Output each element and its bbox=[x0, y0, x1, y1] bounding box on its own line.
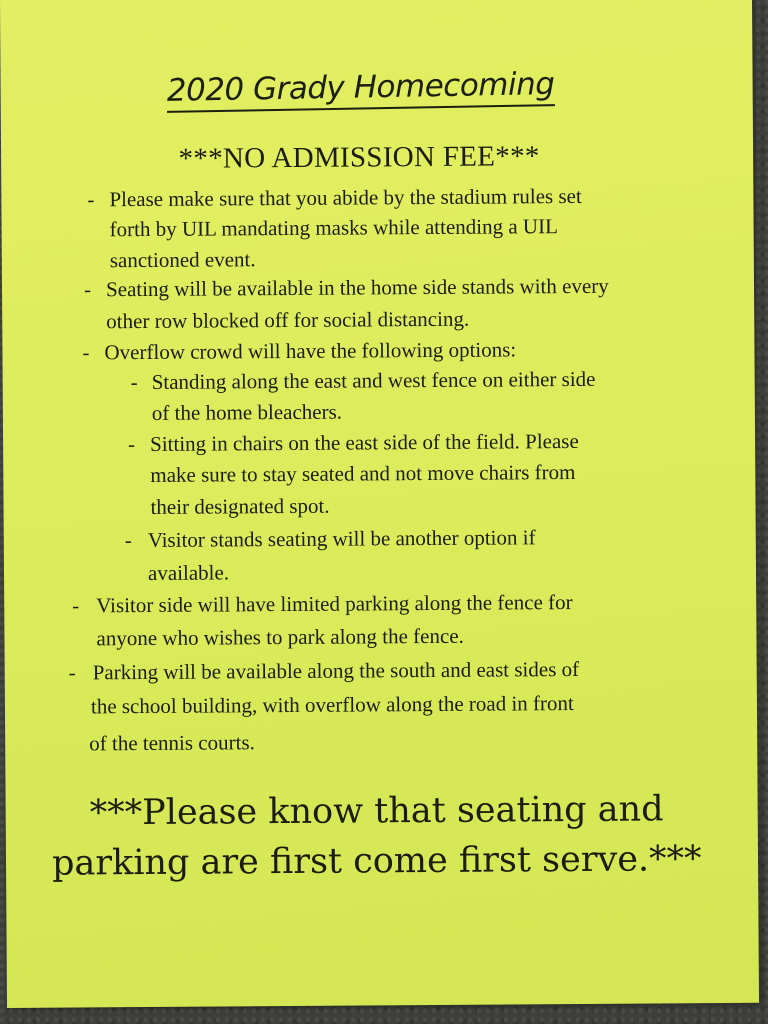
sub-bullet-dash: - bbox=[124, 528, 132, 553]
bullet-4-line-2: anyone who wishes to park along the fence. bbox=[96, 623, 464, 651]
bullet-dash: - bbox=[87, 187, 95, 212]
bullet-2-line-1: Seating will be available in the home side stands with every bbox=[105, 273, 609, 302]
bullet-1-line-2: forth by UIL mandating masks while attending a UIL bbox=[109, 214, 558, 242]
sub-bullet-2-line-3: their designated spot. bbox=[150, 493, 330, 519]
bullet-5-line-1: Parking will be available along the south and east sides of bbox=[92, 656, 580, 685]
bullet-5-line-2: the school building, with overflow along the road in front bbox=[90, 691, 574, 719]
sub-bullet-1-line-2: of the home bleachers. bbox=[151, 399, 343, 425]
bullet-dash: - bbox=[83, 277, 92, 302]
sub-bullet-3-line-1: Visitor stands seating will be another option if bbox=[147, 525, 536, 552]
sub-bullet-1-line-1: Standing along the east and west fence on either side bbox=[151, 366, 596, 394]
sub-bullet-3-line-2: available. bbox=[147, 560, 230, 585]
bullet-5-line-3: of the tennis courts. bbox=[89, 730, 255, 756]
bullet-dash: - bbox=[72, 593, 80, 618]
bullet-dash: - bbox=[68, 660, 76, 685]
sub-bullet-2-line-2: make sure to stay seated and not move chairs from bbox=[150, 459, 576, 487]
bullet-4-line-1: Visitor side will have limited parking along the fence for bbox=[96, 590, 573, 618]
closing-line-2: parking are first come first serve.*** bbox=[51, 839, 702, 884]
flyer-title-text: 2020 Grady Homecoming bbox=[167, 66, 555, 113]
bullet-1-line-3: sanctioned event. bbox=[109, 247, 256, 273]
sub-bullet-2-line-1: Sitting in chairs on the east side of the field. Please bbox=[150, 428, 579, 456]
bullet-1-line-1: Please make sure that you abide by the stadium rules set bbox=[109, 183, 582, 212]
bullet-3-line-1: Overflow crowd will have the following options: bbox=[104, 337, 517, 365]
admission-notice: ***NO ADMISSION FEE*** bbox=[178, 140, 540, 175]
bullet-dash: - bbox=[82, 340, 90, 365]
flyer-title bbox=[0, 63, 721, 116]
closing-line-1: ***Please know that seating and bbox=[89, 789, 664, 834]
bullet-2-line-2: other row blocked off for social distancing. bbox=[106, 306, 470, 334]
sub-bullet-dash: - bbox=[128, 432, 136, 457]
sub-bullet-dash: - bbox=[130, 370, 138, 395]
